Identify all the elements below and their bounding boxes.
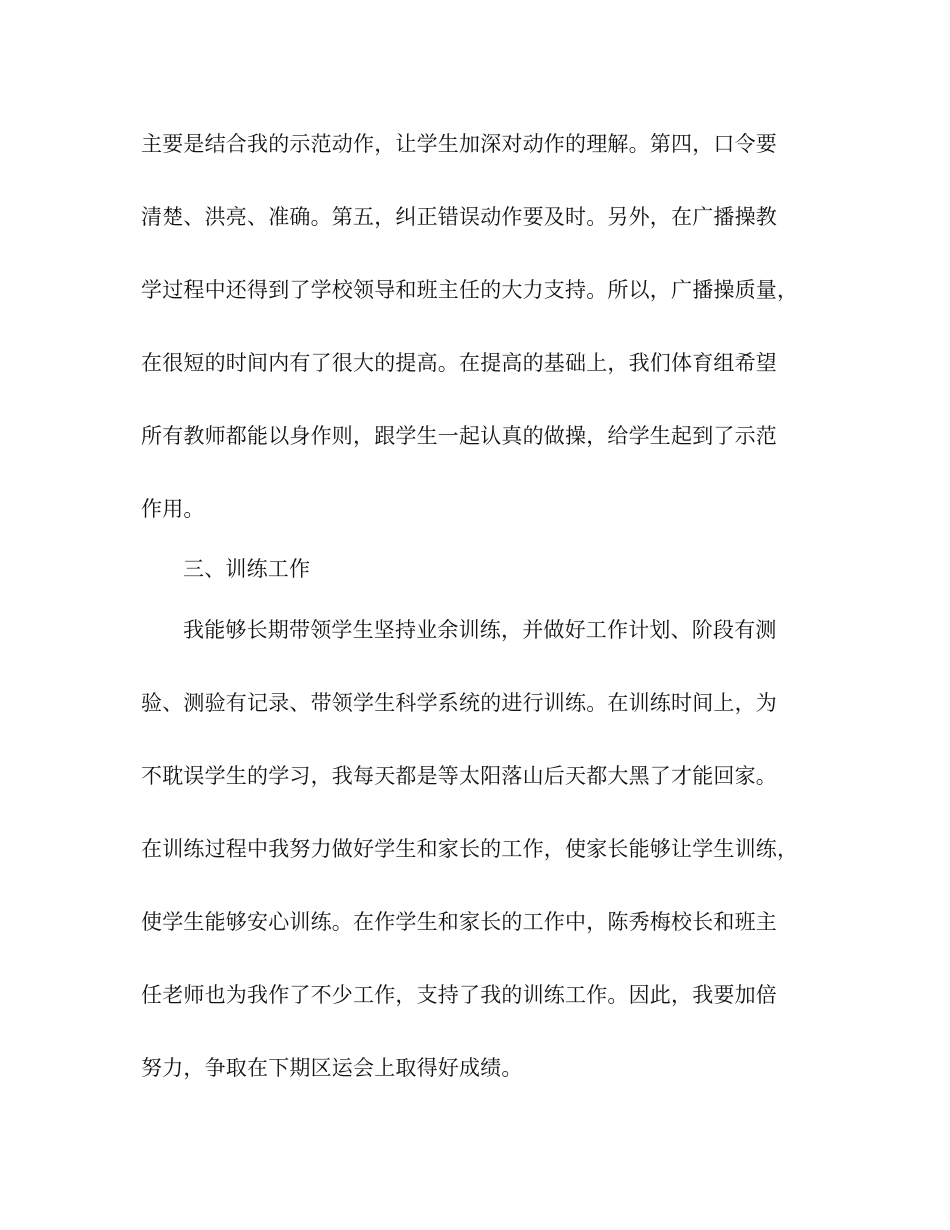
paragraph-line: 努力，争取在下期区运会上取得好成绩。	[141, 1056, 523, 1080]
paragraph-line: 验、测验有记录、带领学生科学系统的进行训练。在训练时间上，为	[141, 691, 777, 715]
paragraph-line: 我能够长期带领学生坚持业余训练，并做好工作计划、阶段有测	[183, 618, 777, 642]
paragraph-line: 主要是结合我的示范动作，让学生加深对动作的理解。第四，口令要	[141, 132, 777, 156]
paragraph-line: 在很短的时间内有了很大的提高。在提高的基础上，我们体育组希望	[141, 351, 777, 375]
paragraph-line: 在训练过程中我努力做好学生和家长的工作，使家长能够让学生训练，	[141, 837, 799, 861]
paragraph-line: 学过程中还得到了学校领导和班主任的大力支持。所以，广播操质量，	[141, 278, 799, 302]
paragraph-line: 所有教师都能以身作则，跟学生一起认真的做操，给学生起到了示范	[141, 424, 777, 448]
paragraph-line: 任老师也为我作了不少工作，支持了我的训练工作。因此，我要加倍	[141, 983, 777, 1007]
section-heading: 三、训练工作	[183, 557, 311, 581]
paragraph-line: 作用。	[141, 497, 205, 521]
paragraph-line: 不耽误学生的学习，我每天都是等太阳落山后天都大黑了才能回家。	[141, 764, 777, 788]
paragraph-line: 使学生能够安心训练。在作学生和家长的工作中，陈秀梅校长和班主	[141, 910, 777, 934]
paragraph-line: 清楚、洪亮、准确。第五，纠正错误动作要及时。另外，在广播操教	[141, 205, 777, 229]
